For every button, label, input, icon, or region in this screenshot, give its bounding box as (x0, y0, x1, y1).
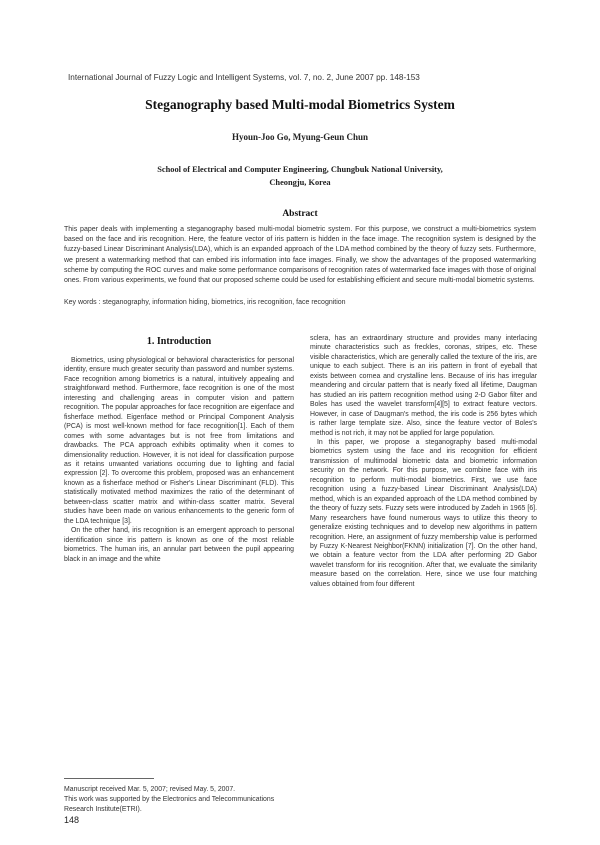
paragraph: Biometrics, using physiological or behavioral characteristics for personal identity, ensure much greater security than password and number systems. Face recognition among biometrics is a natural, intuitively appealing and straightforward method. Furthermore, face recognition is one of the most interesting and challenging areas in computer vision and pattern recognition. The popular approaches for face recognition are eigenface and fisherface method. Eigenface method or Principal Component Analysis (PCA) is most well-known method for face recognition[1]. Each of them comes with some advantages but is not free from limitations and drawbacks. The PCA approach exhibits optimality when it comes to dimensionality reduction. However, it is not ideal for classification purpose as it retains unwanted variations occurring due to lighting and facial expression [2]. To overcome this problem, proposed was an enhancement known as a fisherface method or Fisher's Linear Discriminant (FLD). This statistically motivated method maximizes the ratio of the determinant of between-class scatter matrix and within-class scatter matrix. Several studies have been made on various enhancements to the generic form of the LDA technique [3]. (64, 357, 294, 525)
footnote-line-2: This work was supported by the Electronics and Telecommunications Research Institute(ETRI). (64, 796, 275, 813)
paragraph: sclera, has an extraordinary structure and provides many interlacing minute characteristics such as freckles, coronas, stripes, etc. These visible characteristics, which are generally called the texture of the iris, are unique to each subject. There is an iris pattern in front of eyeball that exists between cornea and crystalline lens. Because of iris has irregular meandering and circular pattern that is nearly fixed all lifetime, Daugman has studied an iris pattern recognition method using 2-D Gabor filter and Boles has used the wavelet transform[4][5] to extract feature vectors. However, in case of Daugman's method, the iris code is 256 bytes which is rather large template size. Also, since the feature vector of Boles's method is not rich, it may not be applied for large population. (310, 335, 537, 437)
footnote (64, 785, 294, 815)
paper-authors: Hyoun-Joo Go, Myung-Geun Chun (231, 132, 369, 142)
footnote-line-1: Manuscript received Mar. 5, 2007; revised May. 5, 2007. (64, 786, 236, 793)
paragraph: In this paper, we propose a steganography based multi-modal biometrics system using the face and iris recognition for efficient transmission of multimodal biometric data and biometric information security on the network. For this purpose, we combine face with iris recognition to perform multi-modal biometrics. First, we use face recognition using a fuzzy-based Linear Discriminant Analysis(LDA) method, which is an expanded approach of the LDA method combined by the theory of fuzzy sets. Fuzzy sets were introduced by Zadeh in 1965 [6]. Many researchers have found numerous ways to utilize this theory to generalize existing techniques and to develop new algorithms in pattern recognition. Here, an assignment of fuzzy membership value is performed by Fuzzy K-Nearest Neighbor(FKNN) initialization [7]. On the other hand, we obtain a feature vector from the LDA after performing 2D Gabor wavelet transform for iris recognition. After that, we evaluate the similarity measure based on the correlation. Here, since we use four matching values obtained from four different (310, 438, 537, 588)
right-column-body (310, 334, 537, 814)
left-column-body (64, 356, 294, 774)
paragraph: On the other hand, iris recognition is an emergent approach to personal identification since iris pattern is known as one of the most reliable biometrics. The human iris, an annular part between the pupil appearing black in an image and the white (64, 527, 294, 563)
footnote-divider (64, 778, 154, 779)
affiliation-line-2: Cheongju, Korea (269, 178, 331, 187)
author-affiliation (0, 163, 600, 189)
paper-title: Steganography based Multi-modal Biometrics System (145, 97, 455, 112)
page-number: 148 (64, 815, 80, 825)
abstract-heading: Abstract (282, 209, 318, 219)
affiliation-line-1: School of Electrical and Computer Engineering, Chungbuk National University, (157, 165, 443, 174)
journal-header: International Journal of Fuzzy Logic and Intelligent Systems, vol. 7, no. 2, June 2007 pp. 148-153 (68, 73, 420, 82)
keywords: Key words : steganography, information hiding, biometrics, iris recognition, face recognition (64, 299, 346, 306)
abstract-body: This paper deals with implementing a steganography based multi-modal biometric system. For this purpose, we construct a multi-biometrics system based on the face and iris recognition. Here, the feature vector of iris pattern is hidden in the face image. The recognition system is designed by the fuzzy-based Linear Discriminant Analysis(LDA), which is an expanded approach of the LDA method combined by the theory of fuzzy sets. Furthermore, we present a watermarking method that can embed iris information into face images. Finally, we show the advantages of the proposed watermarking scheme by computing the ROC curves and make some performance comparisons of recognition rates of watermarked face images with those of original ones. From various experiments, we found that our proposed scheme could be used for establishing efficient and secure multi-modal biometric systems. (64, 226, 536, 285)
section-heading-introduction: 1. Introduction (146, 336, 212, 347)
